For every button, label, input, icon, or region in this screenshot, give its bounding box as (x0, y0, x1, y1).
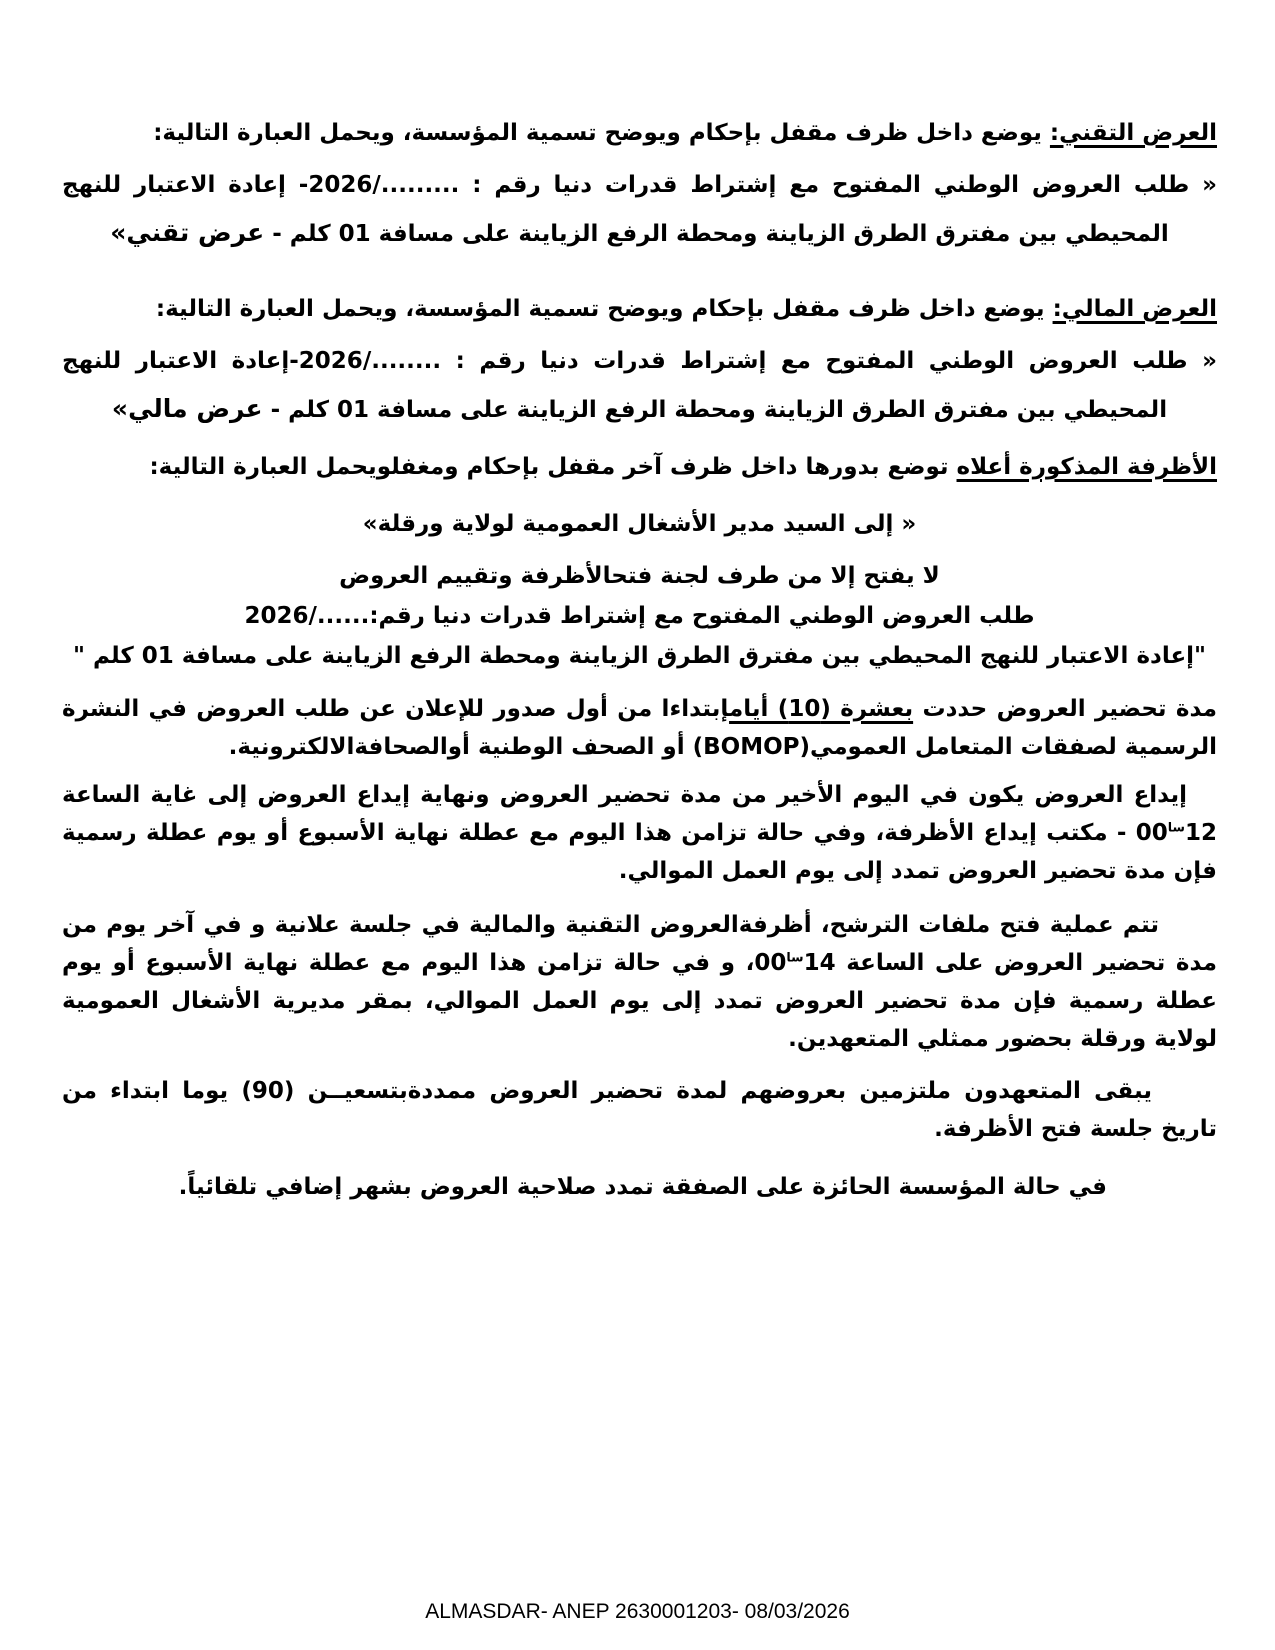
technical-offer-heading-rest: يوضع داخل ظرف مقفل بإحكام ويوضح تسمية المؤسسة، ويحمل العبارة التالية: (153, 120, 1050, 146)
opening-text-2: 00، و في حالة تزامن هذا اليوم مع عطلة نهاية الأسبوع أو يوم عطلة رسمية فإن مدة تحضير العروض تمدد إلى يوم العمل الموالي، بمقر مديرية الأشغال العمومية لولاية ورقلة بحضور ممثلي المتعهدين. (62, 950, 1217, 1052)
financial-offer-section (62, 288, 1217, 434)
preparation-text-before: مدة تحضير العروض حددت (913, 696, 1218, 722)
address-line: « إلى السيد مدير الأشغال العمومية لولاية ورقلة» (362, 511, 917, 537)
conditions-section (62, 690, 1217, 1206)
technical-offer-heading: العرض التقني: (1049, 120, 1217, 146)
deposit-paragraph (62, 776, 1217, 890)
technical-offer-quote (62, 162, 1217, 258)
financial-offer-quote-text: « طلب العروض الوطني المفتوح مع إشتراط قدرات دنيا رقم : ......../2026-إعادة الاعتبار للنهج المحيطي بين مفترق الطرق الزياينة ومحطة الرفع الزياينة على مسافة 01 كلم - (62, 348, 1217, 423)
auto-extension-paragraph: في حالة المؤسسة الحائزة على الصفقة تمدد صلاحية العروض بشهر إضافي تلقائياً. (178, 1174, 1107, 1200)
open-only-line: لا يفتح إلا من طرف لجنة فتحالأظرفة وتقييم العروض (339, 563, 940, 589)
opening-text-1: تتم عملية فتح ملفات الترشح، أظرفةالعروض التقنية والمالية في جلسة علانية و في آخر يوم من مدة تحضير العروض على الساعة 14 (62, 912, 1217, 976)
technical-offer-heading-line (62, 112, 1217, 154)
validity-paragraph: يبقى المتعهدون ملتزمين بعروضهم لمدة تحضير العروض ممددةبتسعيــن (90) يوما ابتداء من تاريخ جلسة فتح الأظرفة. (62, 1078, 1217, 1142)
technical-offer-quote-text: « طلب العروض الوطني المفتوح مع إشتراط قدرات دنيا رقم : ........./2026- إعادة الاعتبار للنهج المحيطي بين مفترق الطرق الزياينة ومحطة الرفع الزياينة على مسافة 01 كلم - (62, 172, 1217, 247)
financial-offer-heading-rest: يوضع داخل ظرف مقفل بإحكام ويوضح تسمية المؤسسة، ويحمل العبارة التالية: (155, 296, 1053, 322)
financial-offer-heading: العرض المالي: (1052, 296, 1217, 322)
publication-footer: ALMASDAR- ANEP 2630001203- 08/03/2026 (425, 1600, 850, 1623)
outer-envelope-rest: توضع بدورها داخل ظرف آخر مقفل بإحكام ومغفلويحمل العبارة التالية: (149, 454, 957, 480)
opening-hour-superscript: سا (786, 949, 804, 965)
outer-envelope-section (62, 446, 1217, 676)
financial-offer-heading-line (62, 288, 1217, 330)
deposit-hour-superscript: سا (1167, 819, 1185, 835)
preparation-duration: بعشرة (10) أيام (729, 696, 914, 722)
financial-offer-quote-label: عرض مالي» (111, 394, 263, 423)
tender-ref-line: طلب العروض الوطني المفتوح مع إشتراط قدرات دنيا رقم:....../2026 (244, 603, 1035, 629)
deposit-text-2: 00 - مكتب إيداع الأظرفة، وفي حالة تزامن هذا اليوم مع عطلة نهاية الأسبوع أو يوم عطلة رسمية فإن مدة تحضير العروض تمدد إلى يوم العمل الموالي. (62, 820, 1217, 884)
deposit-text-1: إيداع العروض يكون في اليوم الأخير من مدة تحضير العروض ونهاية إيداع العروض إلى غاية الساعة 12 (62, 782, 1217, 846)
technical-offer-section (62, 112, 1217, 258)
preparation-text-after: إبتداءا من أول صدور للإعلان عن طلب العروض في النشرة الرسمية لصفقات المتعامل العمومي(BOMOP) أو الصحف الوطنية أوالصحافةالالكترونية. (62, 696, 1217, 760)
preparation-period-paragraph (62, 690, 1217, 766)
project-title-line: "إعادة الاعتبار للنهج المحيطي بين مفترق الطرق الزياينة ومحطة الرفع الزياينة على مسافة 01 كلم " (72, 643, 1207, 669)
technical-offer-quote-label: عرض تقني» (110, 218, 265, 247)
financial-offer-quote (62, 338, 1217, 434)
outer-envelope-heading: الأظرفة المذكورة أعلاه (956, 454, 1217, 480)
opening-session-paragraph (62, 906, 1217, 1058)
outer-envelope-line (62, 446, 1217, 488)
